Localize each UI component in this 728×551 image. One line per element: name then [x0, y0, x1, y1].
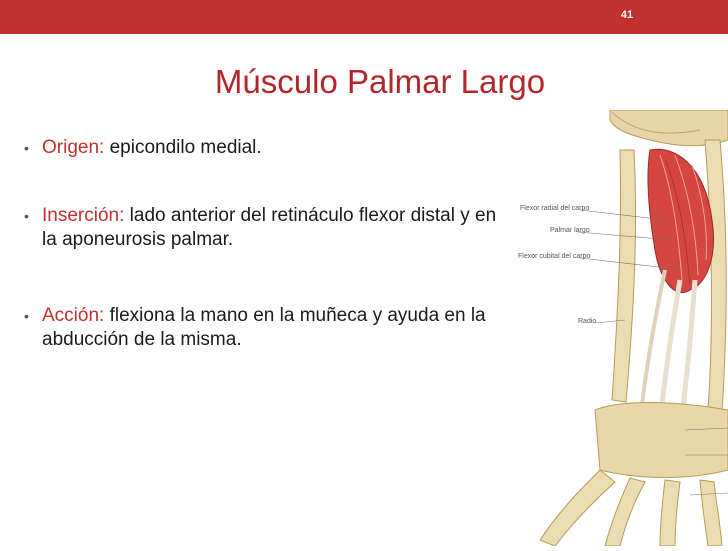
bullet-dot-icon: •	[24, 208, 29, 224]
bullet-text: epicondilo medial.	[104, 137, 262, 158]
header-bar	[0, 0, 728, 34]
label-flexor-cubital: Flexor cubital del carpo	[518, 253, 591, 260]
slide-number: 41	[620, 9, 634, 21]
label-palmar-largo: Palmar largo	[550, 227, 590, 234]
bullet-label: Origen:	[42, 137, 105, 158]
forearm-anatomy-illustration	[500, 110, 728, 546]
bullet-text: flexiona la mano en la muñeca y ayuda en la abducción de la misma.	[42, 305, 486, 350]
bullet-dot-icon: •	[24, 308, 29, 324]
forearm-illustration-svg	[500, 110, 728, 546]
label-radio: Radio	[578, 318, 597, 325]
bullet-label: Acción:	[42, 305, 105, 326]
bullet-text: lado anterior del retináculo flexor distal y en la aponeurosis palmar.	[42, 205, 497, 250]
slide-title: Músculo Palmar Largo	[214, 63, 546, 100]
bullet-dot-icon: •	[24, 140, 29, 156]
bullet-label: Inserción:	[42, 205, 125, 226]
label-flexor-radial: Flexor radial del carpo	[520, 205, 590, 212]
